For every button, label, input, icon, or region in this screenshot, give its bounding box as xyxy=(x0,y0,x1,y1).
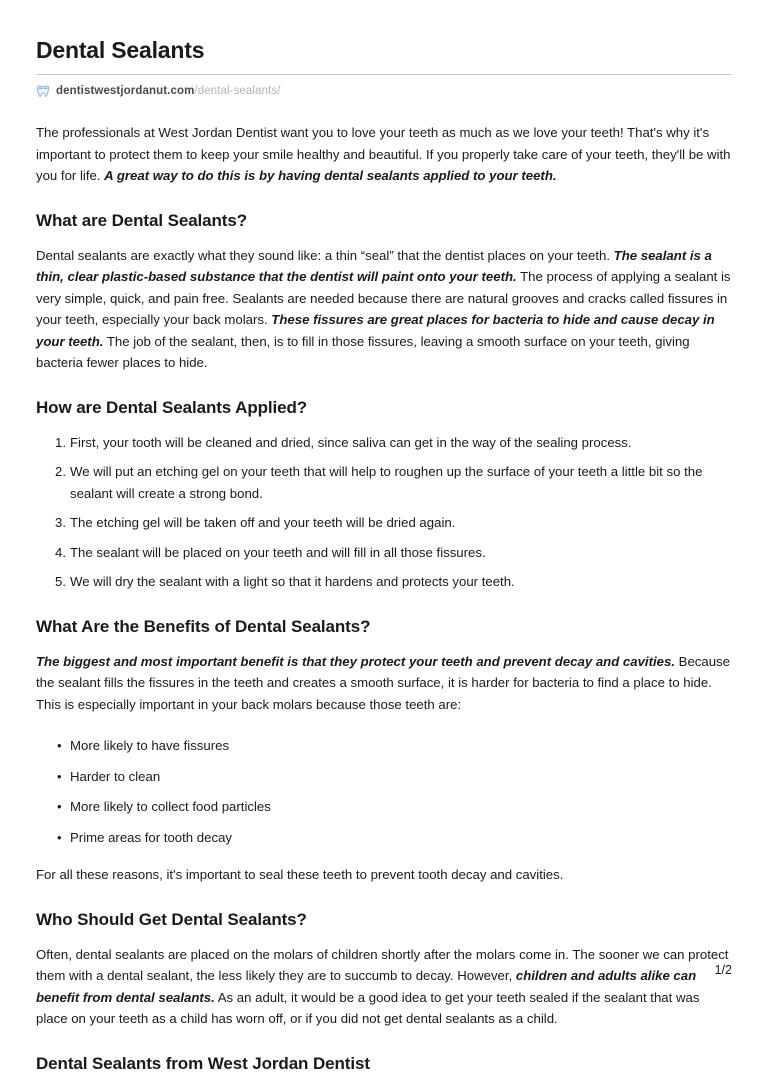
para-text-2: As an adult, it would be a good idea to get your teeth sealed if the sealant that was place on your teeth as a child has worn off, or if you did not get dental sealants as a child. xyxy=(36,989,700,1026)
list-item: The sealant will be placed on your teeth and will fill in all those fissures. xyxy=(70,544,486,560)
application-steps-list xyxy=(36,432,734,593)
url-domain-text: dentistwestjordanut.com xyxy=(56,85,195,97)
benefits-bullet-list xyxy=(36,735,734,848)
para-emphasis-1: The sealant is a thin, clear plastic-based substance that the dentist will paint onto your teeth. xyxy=(36,247,712,284)
list-item: We will put an etching gel on your teeth that will help to roughen up the surface of your teeth a little bit so the sealant will create a strong bond. xyxy=(70,464,703,501)
intro-text: The professionals at West Jordan Dentist want you to love your teeth as much as we love your teeth! That's why it's important to protect them to keep your smile healthy and beautiful. If you properly take care of your teeth, they'll be with you for life. xyxy=(36,125,731,183)
list-item: First, your tooth will be cleaned and dried, since saliva can get in the way of the sealing process. xyxy=(70,434,632,450)
para-text-benefits: Because the sealant fills the fissures in the teeth and creates a smooth surface, it is harder for bacteria to find a place to hide. This is especially important in your back molars because those teeth are: xyxy=(36,653,730,712)
section-heading-how-applied: How are Dental Sealants Applied? xyxy=(36,397,308,417)
page-number: 1/2 xyxy=(714,963,732,977)
list-item: • More likely to collect food particles xyxy=(70,796,734,818)
list-item: • Prime areas for tooth decay xyxy=(70,827,734,849)
benefits-closing-paragraph: For all these reasons, it's important to seal these teeth to prevent tooth decay and cavities. xyxy=(36,867,564,882)
section-paragraph-what-are xyxy=(36,245,734,374)
intro-emphasis: A great way to do this is by having dental sealants applied to your teeth. xyxy=(104,168,557,183)
article-content xyxy=(36,122,734,1075)
para-text-1: Often, dental sealants are placed on the molars of children shortly after the molars come in. The sooner we can protect them with a dental sealant, the less likely they are to succumb to decay. However, xyxy=(36,946,729,983)
title-divider xyxy=(36,74,732,75)
section-paragraph-who-should xyxy=(36,944,734,1030)
para-emphasis-2: These fissures are great places for bacteria to hide and cause decay in your teeth. xyxy=(36,312,715,349)
source-url-line xyxy=(36,84,732,98)
section-heading-from-west-jordan: Dental Sealants from West Jordan Dentist xyxy=(36,1053,370,1073)
para-text-3: The job of the sealant, then, is to fill in those fissures, leaving a smooth surface on your teeth, giving bacteria fewer places to hide. xyxy=(36,333,690,370)
list-item: • More likely to have fissures xyxy=(70,735,734,757)
url-path-text: /dental-sealants/ xyxy=(194,85,281,97)
section-paragraph-benefits xyxy=(36,651,734,716)
list-item: The etching gel will be taken off and your teeth will be dried again. xyxy=(70,515,456,530)
intro-paragraph xyxy=(36,122,734,187)
para-text-1: Dental sealants are exactly what they sound like: a thin “seal” that the dentist places on your teeth. xyxy=(36,247,614,263)
section-heading-who-should: Who Should Get Dental Sealants? xyxy=(36,909,307,929)
list-item: We will dry the sealant with a light so that it hardens and protects your teeth. xyxy=(70,574,515,589)
list-item: • Harder to clean xyxy=(70,766,734,788)
spacer xyxy=(36,728,734,735)
para-emphasis-1: children and adults alike can benefit from dental sealants. xyxy=(36,968,697,1005)
section-heading-benefits: What Are the Benefits of Dental Sealants? xyxy=(36,616,371,636)
section-heading-what-are: What are Dental Sealants? xyxy=(36,210,248,230)
para-emphasis-benefits: The biggest and most important benefit is that they protect your teeth and prevent decay and cavities. xyxy=(36,653,675,669)
tooth-favicon-icon xyxy=(36,84,50,98)
page-title: Dental Sealants xyxy=(36,37,205,63)
para-text-2: The process of applying a sealant is very simple, quick, and pain free. Sealants are needed because there are natural grooves and cracks called fissures in your teeth, especially your back molars. xyxy=(36,269,731,327)
